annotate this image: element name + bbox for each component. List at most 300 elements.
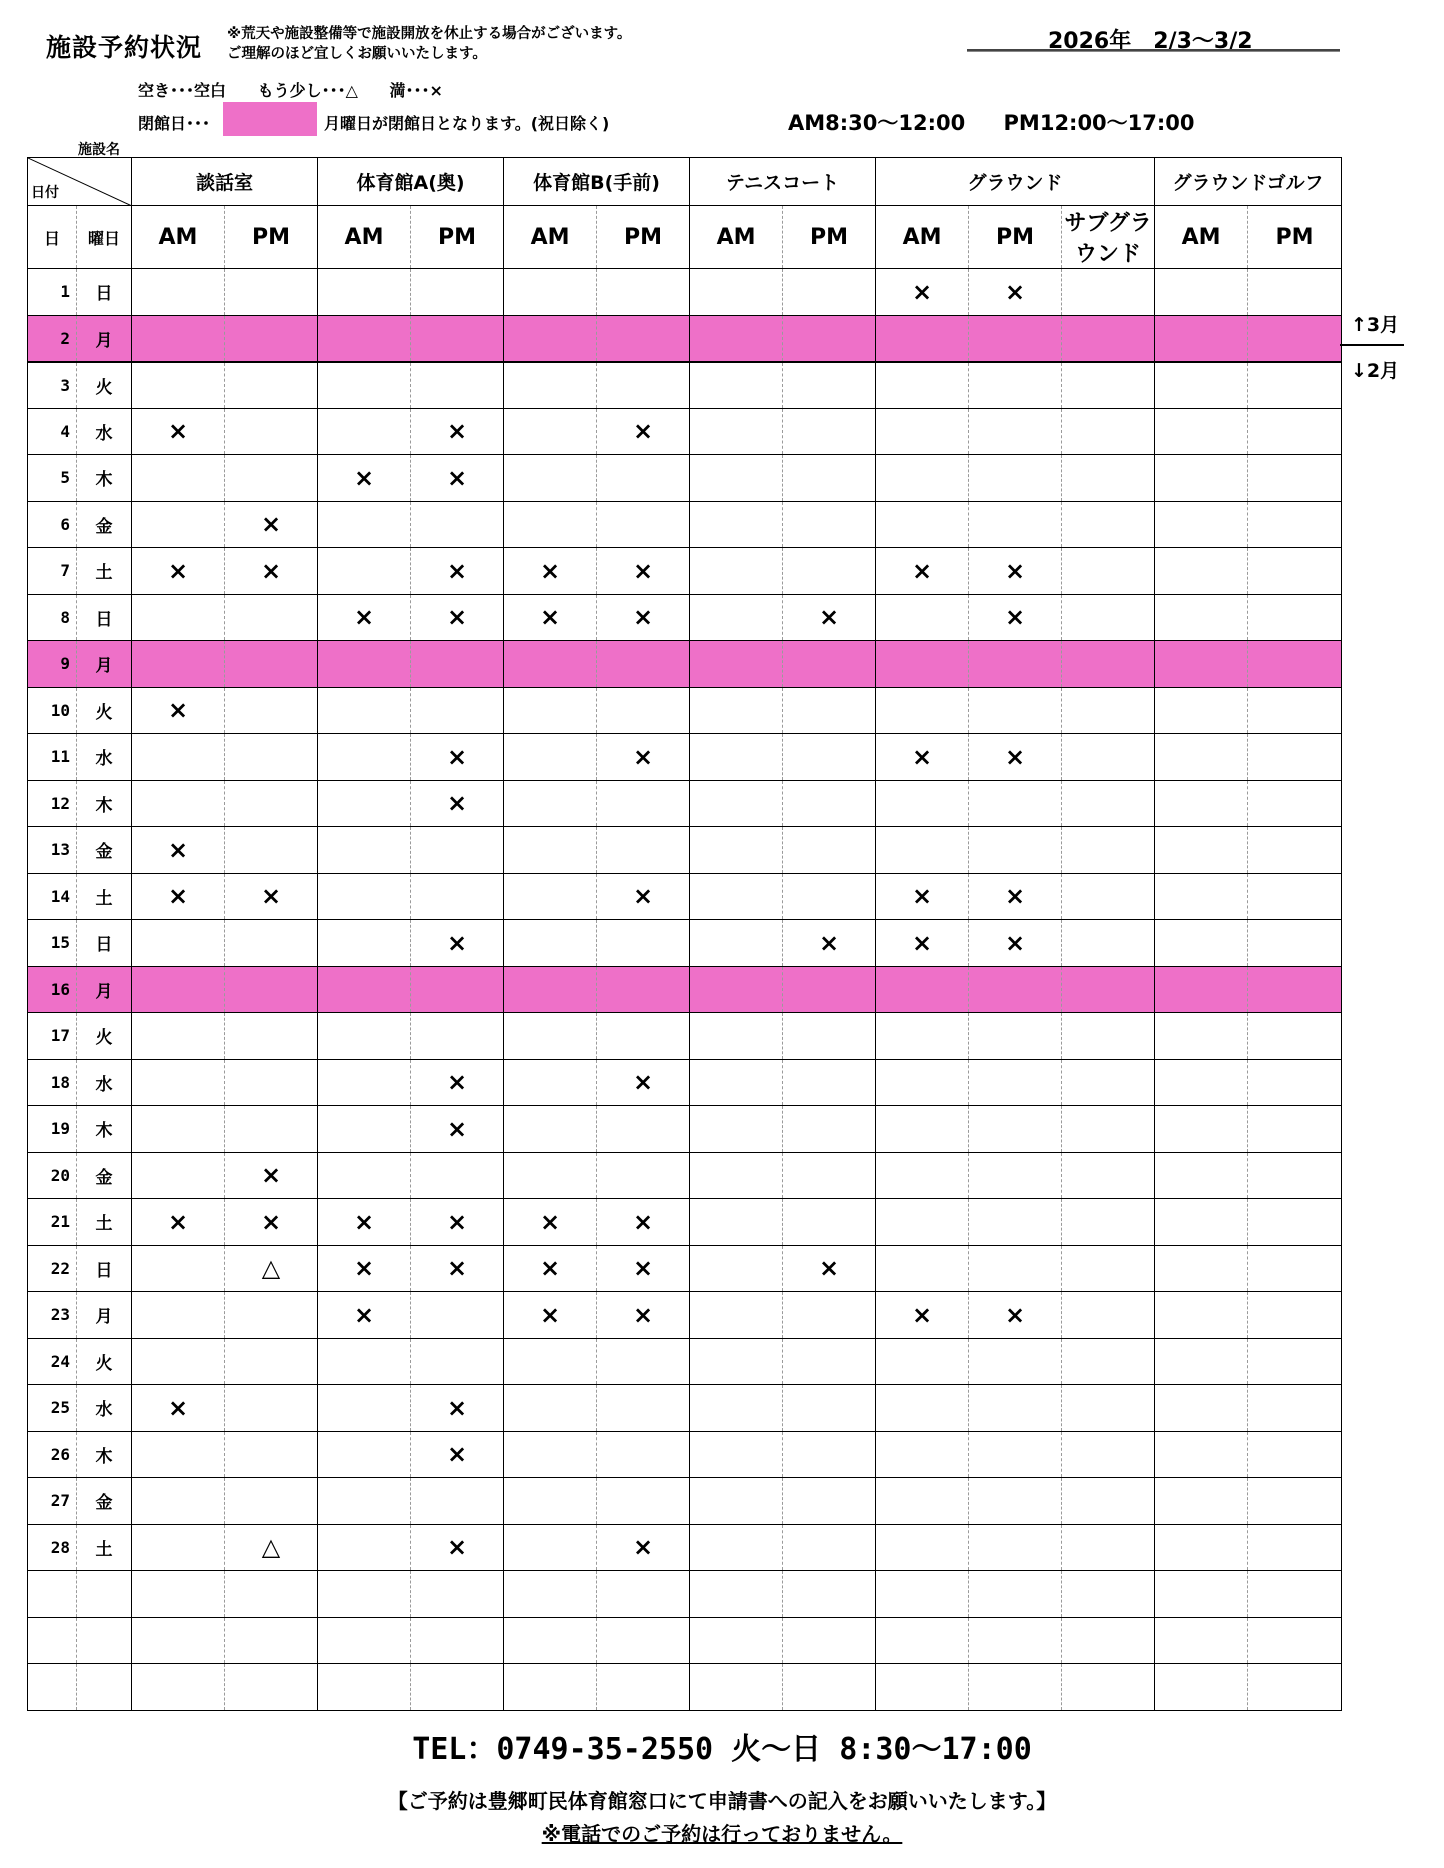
availability-cell: △ — [225, 1245, 318, 1292]
availability-cell — [318, 1013, 411, 1060]
availability-cell — [225, 1292, 318, 1339]
day-number: 20 — [28, 1152, 77, 1199]
weekday: 日 — [77, 269, 132, 316]
weekday: 金 — [77, 827, 132, 874]
availability-cell: × — [783, 1245, 876, 1292]
availability-cell — [690, 966, 783, 1013]
availability-cell: × — [969, 594, 1062, 641]
day-number: 4 — [28, 408, 77, 455]
facility-header: グラウンド — [876, 158, 1155, 206]
am-header: AM — [876, 206, 969, 269]
availability-cell — [1062, 269, 1155, 316]
availability-cell — [1248, 501, 1342, 548]
availability-cell — [318, 1524, 411, 1571]
availability-cell — [225, 1106, 318, 1153]
availability-cell — [1062, 1524, 1155, 1571]
availability-cell — [225, 1431, 318, 1478]
availability-cell — [969, 1571, 1062, 1618]
availability-cell — [597, 687, 690, 734]
availability-cell — [318, 1617, 411, 1664]
availability-cell: × — [411, 408, 504, 455]
availability-cell — [876, 1013, 969, 1060]
notice-line-1: ※荒天や施設整備等で施設開放を休止する場合がございます。 — [227, 26, 632, 42]
availability-cell — [1155, 315, 1248, 362]
availability-cell — [783, 501, 876, 548]
availability-cell — [1062, 1013, 1155, 1060]
availability-cell — [132, 1059, 225, 1106]
availability-cell — [1062, 408, 1155, 455]
availability-cell — [597, 315, 690, 362]
availability-cell — [411, 1013, 504, 1060]
availability-cell — [969, 1152, 1062, 1199]
availability-cell — [225, 315, 318, 362]
availability-cell — [1155, 966, 1248, 1013]
availability-cell — [1062, 734, 1155, 781]
availability-cell — [1155, 1106, 1248, 1153]
availability-cell — [504, 920, 597, 967]
availability-cell: × — [597, 1059, 690, 1106]
availability-cell: × — [876, 1292, 969, 1339]
table-row — [28, 1617, 1342, 1664]
availability-cell: × — [132, 827, 225, 874]
availability-cell: × — [132, 687, 225, 734]
day-number: 24 — [28, 1338, 77, 1385]
availability-cell — [876, 408, 969, 455]
day-number: 9 — [28, 641, 77, 688]
availability-cell — [132, 501, 225, 548]
availability-cell — [876, 1664, 969, 1711]
day-number: 21 — [28, 1199, 77, 1246]
availability-cell — [690, 1664, 783, 1711]
availability-cell — [1062, 362, 1155, 409]
availability-cell — [783, 780, 876, 827]
day-number: 8 — [28, 594, 77, 641]
phone-reservation-text: ※電話でのご予約は行っておりません。 — [541, 1822, 903, 1846]
availability-cell — [1155, 827, 1248, 874]
availability-cell — [690, 501, 783, 548]
availability-cell — [132, 1431, 225, 1478]
availability-cell — [225, 269, 318, 316]
availability-cell — [597, 362, 690, 409]
day-number: 18 — [28, 1059, 77, 1106]
availability-cell — [1062, 1664, 1155, 1711]
availability-cell — [597, 1106, 690, 1153]
day-number: 11 — [28, 734, 77, 781]
table-row — [28, 1106, 1342, 1153]
availability-cell: × — [597, 1292, 690, 1339]
availability-cell — [504, 1152, 597, 1199]
availability-cell — [690, 548, 783, 595]
availability-cell — [411, 641, 504, 688]
availability-cell — [783, 966, 876, 1013]
availability-cell — [411, 1338, 504, 1385]
availability-cell: × — [504, 1199, 597, 1246]
availability-cell — [504, 1059, 597, 1106]
availability-cell — [318, 548, 411, 595]
availability-cell: × — [411, 1431, 504, 1478]
availability-cell — [1248, 966, 1342, 1013]
facility-name-label: 施設名 — [78, 142, 120, 158]
availability-cell — [597, 827, 690, 874]
day-number: 6 — [28, 501, 77, 548]
reservation-instructions: 【ご予約は豊郷町民体育館窓口にて申請書への記入をお願いいたします。】 — [387, 1789, 1057, 1813]
availability-cell — [1155, 873, 1248, 920]
availability-cell — [318, 1106, 411, 1153]
availability-cell — [969, 501, 1062, 548]
weekday: 水 — [77, 734, 132, 781]
availability-cell: × — [597, 1199, 690, 1246]
availability-cell — [318, 1478, 411, 1525]
availability-cell — [1248, 408, 1342, 455]
availability-cell — [690, 315, 783, 362]
facility-header: 談話室 — [132, 158, 318, 206]
availability-cell: × — [783, 920, 876, 967]
availability-cell — [1155, 1571, 1248, 1618]
availability-cell — [1155, 1664, 1248, 1711]
availability-cell — [876, 1431, 969, 1478]
day-number: 13 — [28, 827, 77, 874]
availability-cell — [597, 641, 690, 688]
availability-cell — [318, 641, 411, 688]
availability-cell — [132, 1152, 225, 1199]
am-header: AM — [318, 206, 411, 269]
facility-header: テニスコート — [690, 158, 876, 206]
day-number: 10 — [28, 687, 77, 734]
availability-cell — [318, 408, 411, 455]
availability-cell — [1062, 1059, 1155, 1106]
month-divider — [1340, 344, 1404, 346]
availability-cell — [504, 1478, 597, 1525]
availability-cell: × — [225, 501, 318, 548]
availability-cell: × — [132, 1385, 225, 1432]
weekday: 木 — [77, 455, 132, 502]
availability-cell — [1248, 827, 1342, 874]
availability-cell — [504, 873, 597, 920]
availability-cell — [1155, 408, 1248, 455]
availability-cell — [504, 827, 597, 874]
table-row — [28, 362, 1342, 409]
availability-cell — [132, 734, 225, 781]
availability-cell — [783, 1059, 876, 1106]
availability-cell — [504, 455, 597, 502]
phone-reservation-notice — [0, 1818, 1444, 1847]
availability-cell — [1062, 920, 1155, 967]
availability-cell — [876, 1617, 969, 1664]
weekday: 日 — [77, 594, 132, 641]
availability-cell — [783, 1013, 876, 1060]
period-underline — [967, 49, 1340, 52]
availability-cell — [1248, 873, 1342, 920]
availability-cell — [132, 1524, 225, 1571]
day-number: 19 — [28, 1106, 77, 1153]
day-number: 17 — [28, 1013, 77, 1060]
availability-cell: × — [411, 780, 504, 827]
availability-cell — [1248, 1617, 1342, 1664]
availability-cell: × — [876, 548, 969, 595]
availability-cell — [1248, 269, 1342, 316]
availability-cell — [132, 269, 225, 316]
weekday: 木 — [77, 1106, 132, 1153]
availability-cell — [690, 687, 783, 734]
availability-cell: × — [969, 548, 1062, 595]
availability-cell — [597, 501, 690, 548]
availability-cell — [783, 269, 876, 316]
availability-cell: × — [225, 873, 318, 920]
availability-cell: × — [504, 1292, 597, 1339]
availability-cell: × — [225, 1152, 318, 1199]
availability-cell — [225, 641, 318, 688]
availability-cell — [225, 687, 318, 734]
availability-cell: × — [597, 594, 690, 641]
availability-cell — [783, 1385, 876, 1432]
availability-cell — [318, 966, 411, 1013]
availability-cell — [1248, 780, 1342, 827]
availability-cell — [1248, 1664, 1342, 1711]
availability-cell — [504, 501, 597, 548]
availability-cell — [969, 1013, 1062, 1060]
availability-cell — [504, 1664, 597, 1711]
availability-cell — [969, 408, 1062, 455]
availability-cell — [1155, 1431, 1248, 1478]
sub-ground-header: サブグラウンド — [1062, 206, 1155, 269]
availability-cell: × — [411, 1059, 504, 1106]
availability-cell — [1248, 1106, 1342, 1153]
availability-cell — [597, 1431, 690, 1478]
availability-cell: × — [132, 548, 225, 595]
availability-cell: × — [318, 1292, 411, 1339]
table-row — [28, 966, 1342, 1013]
weekday: 火 — [77, 687, 132, 734]
availability-cell — [318, 1385, 411, 1432]
availability-cell — [411, 827, 504, 874]
availability-cell — [783, 1524, 876, 1571]
closure-notice — [227, 24, 631, 64]
availability-cell: × — [876, 873, 969, 920]
availability-cell — [504, 966, 597, 1013]
availability-cell — [783, 1292, 876, 1339]
am-header: AM — [504, 206, 597, 269]
availability-cell — [1062, 687, 1155, 734]
table-row — [28, 1013, 1342, 1060]
availability-cell — [504, 687, 597, 734]
availability-cell — [1248, 1385, 1342, 1432]
availability-cell — [318, 362, 411, 409]
availability-cell — [969, 780, 1062, 827]
availability-cell — [132, 362, 225, 409]
availability-cell: × — [411, 1106, 504, 1153]
availability-cell — [690, 1106, 783, 1153]
table-row — [28, 1199, 1342, 1246]
availability-cell — [1248, 548, 1342, 595]
day-number — [28, 1664, 77, 1711]
availability-cell — [1062, 1478, 1155, 1525]
availability-cell — [690, 827, 783, 874]
weekday: 金 — [77, 501, 132, 548]
day-number: 12 — [28, 780, 77, 827]
availability-cell — [1248, 362, 1342, 409]
weekday: 水 — [77, 1385, 132, 1432]
february-marker: ↓2月 — [1351, 360, 1400, 382]
availability-cell: × — [969, 734, 1062, 781]
weekday: 火 — [77, 1338, 132, 1385]
availability-cell — [1155, 1338, 1248, 1385]
availability-cell — [783, 1571, 876, 1618]
availability-cell — [597, 269, 690, 316]
availability-cell — [225, 734, 318, 781]
day-number: 5 — [28, 455, 77, 502]
weekday: 月 — [77, 966, 132, 1013]
availability-cell — [690, 1059, 783, 1106]
availability-cell — [1248, 1245, 1342, 1292]
availability-cell — [783, 1617, 876, 1664]
availability-cell — [597, 966, 690, 1013]
availability-cell — [1062, 1245, 1155, 1292]
availability-cell: × — [225, 1199, 318, 1246]
weekday: 金 — [77, 1478, 132, 1525]
availability-cell — [132, 315, 225, 362]
availability-cell: × — [411, 920, 504, 967]
availability-cell — [969, 1664, 1062, 1711]
availability-cell — [876, 966, 969, 1013]
closed-day-text: 月曜日が閉館日となります。(祝日除く) — [324, 114, 610, 133]
availability-cell — [132, 1292, 225, 1339]
availability-cell — [597, 455, 690, 502]
availability-cell — [690, 1431, 783, 1478]
pm-header: PM — [1248, 206, 1342, 269]
availability-cell — [1062, 455, 1155, 502]
availability-cell — [690, 1013, 783, 1060]
availability-cell — [1155, 1385, 1248, 1432]
availability-cell — [969, 362, 1062, 409]
availability-cell — [969, 827, 1062, 874]
availability-cell — [876, 1385, 969, 1432]
availability-cell — [318, 734, 411, 781]
availability-cell — [504, 1013, 597, 1060]
availability-cell — [969, 1617, 1062, 1664]
availability-cell — [1062, 1152, 1155, 1199]
table-row — [28, 1245, 1342, 1292]
availability-cell — [411, 1292, 504, 1339]
day-number — [28, 1617, 77, 1664]
day-number: 25 — [28, 1385, 77, 1432]
table-row — [28, 687, 1342, 734]
availability-cell — [318, 873, 411, 920]
availability-cell — [969, 1431, 1062, 1478]
availability-cell: × — [411, 1524, 504, 1571]
availability-cell — [1248, 1292, 1342, 1339]
availability-cell — [318, 1059, 411, 1106]
availability-cell — [225, 594, 318, 641]
table-row — [28, 501, 1342, 548]
availability-cell — [1062, 966, 1155, 1013]
facility-header: 体育館B(手前) — [504, 158, 690, 206]
availability-cell — [132, 1664, 225, 1711]
day-number: 16 — [28, 966, 77, 1013]
weekday: 木 — [77, 780, 132, 827]
availability-cell — [504, 1106, 597, 1153]
table-row — [28, 1338, 1342, 1385]
availability-cell — [411, 1478, 504, 1525]
weekday: 月 — [77, 1292, 132, 1339]
weekday: 土 — [77, 548, 132, 595]
availability-cell — [969, 1385, 1062, 1432]
availability-cell — [690, 1524, 783, 1571]
availability-cell — [132, 1478, 225, 1525]
day-number: 28 — [28, 1524, 77, 1571]
availability-cell — [411, 873, 504, 920]
availability-cell — [411, 1617, 504, 1664]
contact-telephone: TEL：0749-35-2550 火～日 8:30～17:00 — [412, 1732, 1032, 1767]
availability-cell — [783, 1478, 876, 1525]
availability-cell — [1062, 315, 1155, 362]
day-number: 22 — [28, 1245, 77, 1292]
availability-cell — [783, 827, 876, 874]
availability-cell — [411, 966, 504, 1013]
availability-cell: × — [225, 548, 318, 595]
day-number: 27 — [28, 1478, 77, 1525]
availability-cell — [1155, 920, 1248, 967]
availability-cell — [690, 1338, 783, 1385]
table-row — [28, 455, 1342, 502]
availability-cell — [1062, 1292, 1155, 1339]
availability-cell — [690, 873, 783, 920]
availability-cell — [876, 827, 969, 874]
availability-cell — [1155, 1199, 1248, 1246]
availability-cell — [876, 1106, 969, 1153]
availability-cell — [1248, 641, 1342, 688]
table-row — [28, 641, 1342, 688]
availability-cell: × — [318, 455, 411, 502]
availability-legend: 空き･･･空白 もう少し･･･△ 満･･･× — [138, 81, 443, 100]
availability-cell: × — [969, 269, 1062, 316]
availability-cell: × — [876, 269, 969, 316]
pm-header: PM — [783, 206, 876, 269]
availability-cell — [1248, 315, 1342, 362]
availability-cell — [1248, 1571, 1342, 1618]
availability-cell — [225, 1013, 318, 1060]
day-header: 日 — [28, 206, 77, 269]
availability-cell — [876, 501, 969, 548]
availability-cell — [783, 362, 876, 409]
availability-cell: × — [504, 1245, 597, 1292]
availability-cell — [225, 966, 318, 1013]
availability-cell — [225, 455, 318, 502]
availability-cell — [1155, 687, 1248, 734]
day-number: 14 — [28, 873, 77, 920]
availability-cell — [225, 1664, 318, 1711]
availability-cell — [1155, 1152, 1248, 1199]
availability-cell — [1155, 780, 1248, 827]
availability-cell — [1062, 548, 1155, 595]
availability-cell — [132, 455, 225, 502]
weekday: 土 — [77, 1199, 132, 1246]
weekday: 土 — [77, 1524, 132, 1571]
availability-cell — [783, 734, 876, 781]
availability-cell — [597, 1338, 690, 1385]
am-header: AM — [1155, 206, 1248, 269]
availability-cell — [1155, 1059, 1248, 1106]
availability-cell — [876, 1478, 969, 1525]
weekday — [77, 1664, 132, 1711]
availability-cell — [969, 1245, 1062, 1292]
availability-cell — [783, 873, 876, 920]
availability-cell — [225, 780, 318, 827]
availability-cell: × — [969, 920, 1062, 967]
availability-cell: × — [597, 1245, 690, 1292]
weekday: 金 — [77, 1152, 132, 1199]
weekday: 水 — [77, 1059, 132, 1106]
availability-cell — [1248, 687, 1342, 734]
